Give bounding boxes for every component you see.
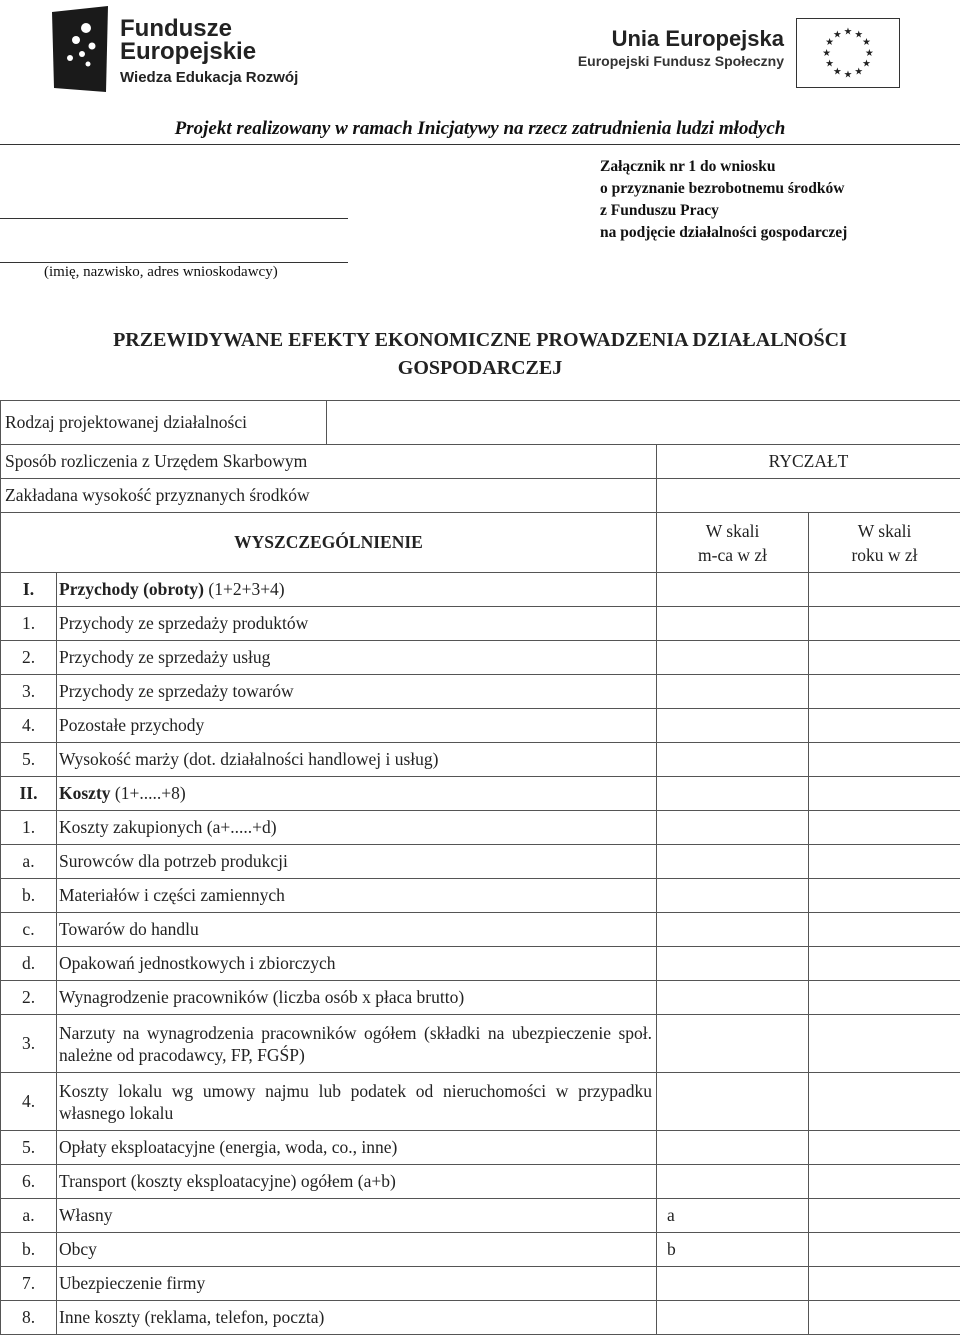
row-label-text: Surowców dla potrzeb produkcji bbox=[59, 851, 288, 871]
col-header-month bbox=[657, 513, 809, 573]
table-row bbox=[1, 1131, 960, 1165]
month-value-cell[interactable] bbox=[657, 1165, 809, 1199]
year-value-cell[interactable] bbox=[809, 947, 960, 981]
col-header-desc: WYSZCZEGÓLNIENIE bbox=[1, 513, 657, 573]
year-value-cell[interactable] bbox=[809, 1131, 960, 1165]
year-value-cell[interactable] bbox=[809, 1165, 960, 1199]
row-label-bold: Przychody (obroty) bbox=[59, 579, 204, 599]
row-label bbox=[57, 1131, 657, 1165]
row-label-text: Własny bbox=[59, 1205, 113, 1225]
month-value-cell[interactable] bbox=[657, 709, 809, 743]
header-divider bbox=[0, 144, 960, 145]
row-label-bold: Koszty bbox=[59, 783, 111, 803]
month-value-cell[interactable] bbox=[657, 777, 809, 811]
col-header-month-l1: W skali bbox=[705, 520, 760, 541]
eu-flag-icon bbox=[796, 18, 900, 88]
row-label-text: Materiałów i części zamiennych bbox=[59, 885, 285, 905]
economic-effects-table bbox=[0, 512, 960, 1335]
row-label-text: Opłaty eksploatacyjne (energia, woda, co., inne) bbox=[59, 1137, 398, 1157]
annex-line3: z Funduszu Pracy bbox=[600, 202, 719, 219]
month-value-cell[interactable] bbox=[657, 913, 809, 947]
fundusze-europejskie-logo bbox=[48, 6, 318, 92]
logo-left-line2: Europejskie bbox=[120, 38, 257, 65]
year-value-cell[interactable] bbox=[809, 981, 960, 1015]
row-number: 4. bbox=[1, 1073, 57, 1131]
page-title bbox=[0, 326, 960, 382]
svg-text:★: ★ bbox=[825, 58, 834, 70]
applicant-label: (imię, nazwisko, adres wnioskodawcy) bbox=[44, 264, 278, 280]
settlement-table bbox=[0, 444, 960, 513]
row-number: I. bbox=[1, 573, 57, 607]
table-row bbox=[1, 1301, 960, 1335]
page-title-line2: GOSPODARCZEJ bbox=[397, 357, 563, 379]
logo-left-line1: Fundusze bbox=[120, 15, 232, 42]
row-number: 1. bbox=[1, 607, 57, 641]
month-value-cell[interactable] bbox=[657, 845, 809, 879]
year-value-cell[interactable] bbox=[809, 743, 960, 777]
row-label bbox=[57, 607, 657, 641]
activity-type-label: Rodzaj projektowanej działalności bbox=[1, 401, 327, 445]
month-value-cell[interactable] bbox=[657, 573, 809, 607]
table-row bbox=[1, 1199, 960, 1233]
row-label-text: Wynagrodzenie pracowników (liczba osób x płaca brutto) bbox=[59, 987, 465, 1007]
row-label-text: Przychody ze sprzedaży produktów bbox=[59, 613, 309, 633]
row-label bbox=[57, 743, 657, 777]
svg-text:★: ★ bbox=[832, 29, 842, 41]
annex-line2: o przyznanie bezrobotnemu środków bbox=[600, 180, 845, 197]
row-label-text: Opakowań jednostkowych i zbiorczych bbox=[59, 953, 336, 973]
year-value-cell[interactable] bbox=[809, 573, 960, 607]
row-label bbox=[57, 1199, 657, 1233]
table-row bbox=[1, 1015, 960, 1073]
row-label bbox=[57, 981, 657, 1015]
row-label bbox=[57, 1073, 657, 1131]
row-number: d. bbox=[1, 947, 57, 981]
svg-text:★: ★ bbox=[862, 37, 871, 49]
month-value-cell[interactable] bbox=[657, 1301, 809, 1335]
svg-text:★: ★ bbox=[854, 29, 864, 41]
year-value-cell[interactable] bbox=[809, 1073, 960, 1131]
row-number: 8. bbox=[1, 1301, 57, 1335]
col-header-year-l1: W skali bbox=[857, 520, 912, 541]
month-value-cell[interactable] bbox=[657, 1073, 809, 1131]
row-label-text: Inne koszty (reklama, telefon, poczta) bbox=[59, 1307, 325, 1327]
svg-text:★: ★ bbox=[865, 47, 874, 59]
row-label-text: (1+2+3+4) bbox=[204, 579, 285, 599]
month-value-cell[interactable] bbox=[657, 1267, 809, 1301]
annex-block bbox=[600, 156, 847, 244]
row-number: 1. bbox=[1, 811, 57, 845]
row-label-text: Transport (koszty eksploatacyjne) ogółem (a+b) bbox=[59, 1171, 396, 1191]
month-value-cell[interactable] bbox=[657, 1015, 809, 1073]
month-value-cell[interactable] bbox=[657, 879, 809, 913]
info-table bbox=[0, 400, 960, 445]
table-row bbox=[1, 1267, 960, 1301]
table-row bbox=[1, 573, 960, 607]
svg-text:★: ★ bbox=[832, 66, 842, 78]
row-label-text: Pozostałe przychody bbox=[59, 715, 205, 735]
year-value-cell[interactable] bbox=[809, 913, 960, 947]
row-label bbox=[57, 641, 657, 675]
table-row bbox=[1, 913, 960, 947]
applicant-line-1[interactable] bbox=[0, 218, 348, 219]
year-value-cell[interactable] bbox=[809, 675, 960, 709]
row-label bbox=[57, 709, 657, 743]
table-row bbox=[1, 845, 960, 879]
row-label bbox=[57, 845, 657, 879]
table-row bbox=[1, 947, 960, 981]
row-label bbox=[57, 1301, 657, 1335]
row-label bbox=[57, 1015, 657, 1073]
row-number: 7. bbox=[1, 1267, 57, 1301]
row-number: 2. bbox=[1, 981, 57, 1015]
row-number: 3. bbox=[1, 1015, 57, 1073]
row-label-text: Ubezpieczenie firmy bbox=[59, 1273, 206, 1293]
row-label bbox=[57, 1233, 657, 1267]
row-label-text: Obcy bbox=[59, 1239, 97, 1259]
annex-line1: Załącznik nr 1 do wniosku bbox=[600, 158, 776, 175]
logo-right-line1: Unia Europejska bbox=[611, 26, 784, 51]
month-value-cell[interactable] bbox=[657, 947, 809, 981]
funds-label: Zakładana wysokość przyznanych środków bbox=[1, 479, 657, 513]
row-label-text: (1+.....+8) bbox=[110, 783, 186, 803]
row-label-text: Koszty zakupionych (a+.....+d) bbox=[59, 817, 277, 837]
row-number: II. bbox=[1, 777, 57, 811]
svg-text:★: ★ bbox=[825, 37, 834, 49]
col-header-year bbox=[809, 513, 960, 573]
row-label bbox=[57, 675, 657, 709]
year-value-cell[interactable] bbox=[809, 1015, 960, 1073]
row-number: c. bbox=[1, 913, 57, 947]
row-label-text: Przychody ze sprzedaży towarów bbox=[59, 681, 294, 701]
row-number: a. bbox=[1, 845, 57, 879]
funds-field[interactable] bbox=[657, 479, 960, 513]
row-label-text: Koszty lokalu wg umowy najmu lub podatek od nieruchomości w przypadku własnego lokalu bbox=[59, 1080, 653, 1123]
year-value-cell[interactable] bbox=[809, 1233, 960, 1267]
year-value-cell[interactable] bbox=[809, 1267, 960, 1301]
table-row bbox=[1, 641, 960, 675]
row-label bbox=[57, 573, 657, 607]
year-value-cell[interactable] bbox=[809, 607, 960, 641]
applicant-line-2[interactable] bbox=[0, 262, 348, 263]
row-label bbox=[57, 947, 657, 981]
row-label bbox=[57, 1267, 657, 1301]
table-row bbox=[1, 709, 960, 743]
month-value-cell[interactable] bbox=[657, 675, 809, 709]
month-value-cell[interactable]: a bbox=[657, 1199, 809, 1233]
table-row bbox=[1, 743, 960, 777]
unia-europejska-logo bbox=[556, 18, 906, 90]
row-label-text: Narzuty na wynagrodzenia pracowników ogółem (składki na ubezpieczenie społ. należne od pracodawcy, FP, FGŚP) bbox=[59, 1022, 653, 1065]
project-title: Projekt realizowany w ramach Inicjatywy na rzecz zatrudnienia ludzi młodych bbox=[174, 118, 786, 139]
row-label-text: Wysokość marży (dot. działalności handlowej i usług) bbox=[59, 749, 439, 769]
year-value-cell[interactable] bbox=[809, 811, 960, 845]
svg-text:★: ★ bbox=[843, 26, 853, 38]
logo-left-line3: Wiedza Edukacja Rozwój bbox=[120, 69, 299, 86]
year-value-cell[interactable] bbox=[809, 1199, 960, 1233]
year-value-cell[interactable] bbox=[809, 641, 960, 675]
table-row bbox=[1, 777, 960, 811]
table-row bbox=[1, 981, 960, 1015]
activity-type-field[interactable] bbox=[327, 401, 960, 445]
table-body bbox=[1, 573, 960, 1335]
row-number: a. bbox=[1, 1199, 57, 1233]
month-value-cell[interactable] bbox=[657, 811, 809, 845]
row-label bbox=[57, 811, 657, 845]
month-value-cell[interactable] bbox=[657, 607, 809, 641]
settlement-value: RYCZAŁT bbox=[657, 445, 960, 479]
year-value-cell[interactable] bbox=[809, 709, 960, 743]
row-number: 2. bbox=[1, 641, 57, 675]
fundusze-europejskie-mark-icon bbox=[48, 6, 112, 92]
page-title-line1: PRZEWIDYWANE EFEKTY EKONOMICZNE PROWADZENIA DZIAŁALNOŚCI bbox=[113, 329, 847, 351]
row-number: 5. bbox=[1, 743, 57, 777]
month-value-cell[interactable] bbox=[657, 641, 809, 675]
year-value-cell[interactable] bbox=[809, 845, 960, 879]
logo-right-line2: Europejski Fundusz Społeczny bbox=[577, 53, 784, 69]
row-number: 3. bbox=[1, 675, 57, 709]
year-value-cell[interactable] bbox=[809, 1301, 960, 1335]
table-row bbox=[1, 879, 960, 913]
table-row bbox=[1, 675, 960, 709]
table-row bbox=[1, 607, 960, 641]
row-number: b. bbox=[1, 1233, 57, 1267]
row-label bbox=[57, 879, 657, 913]
table-row bbox=[1, 1233, 960, 1267]
row-number: b. bbox=[1, 879, 57, 913]
year-value-cell[interactable] bbox=[809, 879, 960, 913]
row-label-text: Przychody ze sprzedaży usług bbox=[59, 647, 271, 667]
row-number: 4. bbox=[1, 709, 57, 743]
col-header-month-l2: m-ca w zł bbox=[698, 544, 768, 565]
table-row bbox=[1, 811, 960, 845]
table-row bbox=[1, 1165, 960, 1199]
row-number: 5. bbox=[1, 1131, 57, 1165]
svg-text:★: ★ bbox=[862, 58, 871, 70]
row-label bbox=[57, 1165, 657, 1199]
table-row bbox=[1, 1073, 960, 1131]
settlement-label: Sposób rozliczenia z Urzędem Skarbowym bbox=[1, 445, 657, 479]
row-label-text: Towarów do handlu bbox=[59, 919, 199, 939]
svg-text:★: ★ bbox=[822, 47, 831, 59]
col-header-year-l2: roku w zł bbox=[851, 544, 918, 565]
year-value-cell[interactable] bbox=[809, 777, 960, 811]
month-value-cell[interactable] bbox=[657, 981, 809, 1015]
month-value-cell[interactable]: b bbox=[657, 1233, 809, 1267]
annex-line4: na podjęcie działalności gospodarczej bbox=[600, 224, 848, 241]
svg-text:★: ★ bbox=[843, 69, 853, 81]
row-label bbox=[57, 777, 657, 811]
row-label bbox=[57, 913, 657, 947]
month-value-cell[interactable] bbox=[657, 743, 809, 777]
month-value-cell[interactable] bbox=[657, 1131, 809, 1165]
row-number: 6. bbox=[1, 1165, 57, 1199]
svg-text:★: ★ bbox=[854, 66, 864, 78]
